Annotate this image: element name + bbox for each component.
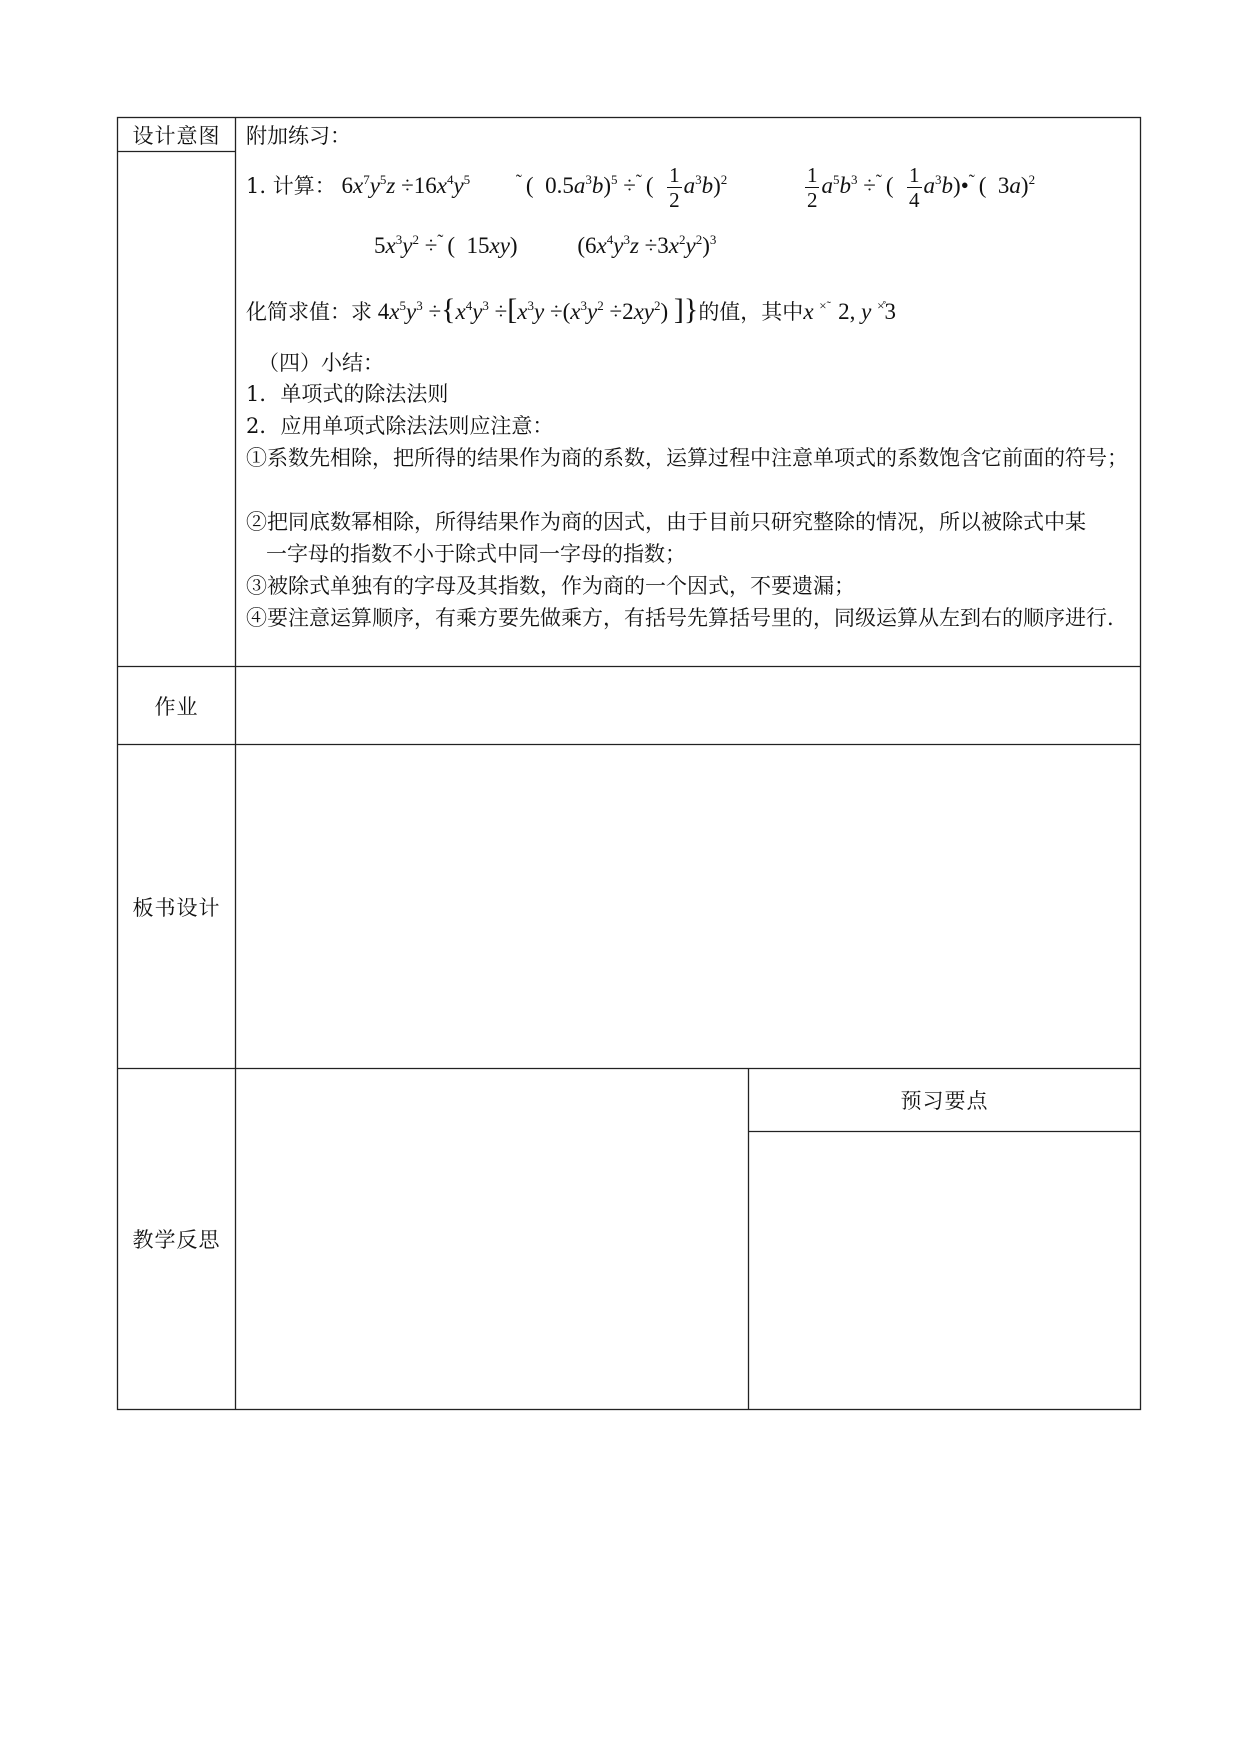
simplify-line [246, 293, 896, 326]
note-4: ④要注意运算顺序，有乘方要先做乘方，有括号先算括号里的，同级运算从左到右的顺序进行. [246, 606, 1114, 630]
note-1: ①系数先相除，把所得的结果作为商的系数，运算过程中注意单项式的系数饱含它前面的符号； [246, 446, 1128, 470]
preview-points-cell [749, 1132, 1140, 1409]
extra-practice-title: 附加练习： [246, 124, 351, 148]
simplify-formula: $4x^5y^3 \div\{x^4y^3 \div[x^3y \div(x^3y^2 \div 2xy^2)$ ]} [377, 293, 699, 326]
homework-label: 作业 [154, 694, 199, 719]
note-2-line-2: 一字母的指数不小于除式中同一字母的指数； [266, 542, 686, 566]
calc-line-1 [246, 163, 1035, 212]
board-design-cell [236, 745, 1140, 1068]
formula-2: ˜ ( $0.5a^3b)^5 \div^˜$ ( $\frac{1}{2}$ $a^3b)^2$ [515, 163, 728, 212]
calc-prefix: 1. 计算： [246, 173, 336, 198]
simplify-suffix: 的值，其中 [698, 300, 804, 324]
summary-heading: （四）小结： [258, 351, 384, 375]
note-3: ③被除式单独有的字母及其指数，作为商的一个因式，不要遗漏； [246, 574, 855, 598]
teaching-reflection-label: 教学反思 [132, 1228, 221, 1252]
calc-line-2 [374, 232, 716, 261]
formula-5: $(6x^4y^3z \div 3x^2y^2)^3$ [577, 232, 717, 258]
formula-3: $\frac{1}{2}$ $a^5b^3 \div^˜$ ( $\frac{1}{4}$ $a^3b)•^˜$ ( 3a)$^2$ [806, 163, 1036, 212]
simplify-condition: x ×̃ 2, y ×̊3 [803, 298, 896, 324]
board-design-label: 板书设计 [132, 895, 221, 920]
design-intent-label: 设计意图 [132, 123, 221, 148]
preview-points-label: 预习要点 [900, 1089, 989, 1113]
formula-4: $5x^3y^2 \div^˜$ ( 15xy) [374, 231, 518, 258]
simplify-prefix: 化简求值：求 [246, 300, 372, 324]
teaching-reflection-cell [236, 1069, 748, 1409]
homework-cell [236, 667, 1140, 744]
summary-item-1: 1．单项式的除法法则 [246, 382, 449, 406]
summary-item-2: 2．应用单项式除法法则应注意： [246, 414, 554, 438]
formula-1: $6x^7y^5z \div 16x^4y^5$ [341, 171, 471, 198]
note-2-line-1: ②把同底数幂相除，所得结果作为商的因式，由于目前只研究整除的情况，所以被除式中某 [246, 510, 1086, 534]
